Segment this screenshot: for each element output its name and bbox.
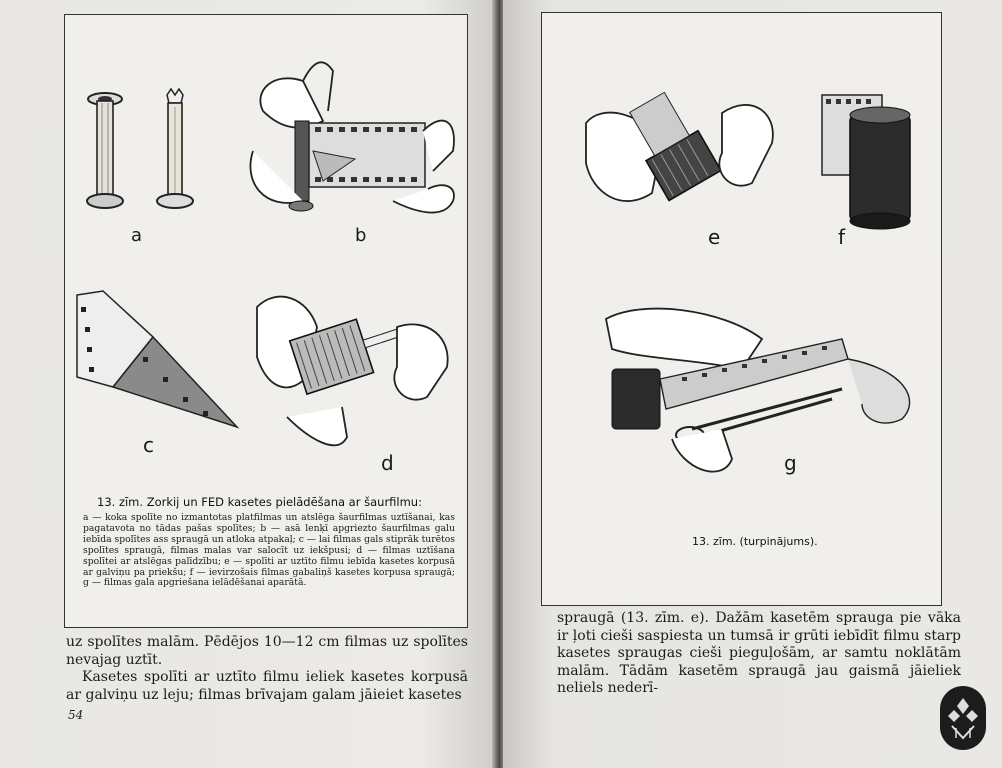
scissors-icon — [602, 299, 922, 489]
figure-label-d: d — [381, 451, 394, 475]
watermark-logo-icon — [940, 686, 986, 750]
text-paragraph: spraugā (13. zīm. e). Dažām kasetēm sprauga pie vāka ir ļoti cieši saspiesta un tumsā ir grūti iebīdīt filmu starp kasetes spraugas cieši pieguļošām, ar samtu noklātām malām. Tādām kasetēm spraugā jau gaismā jāieliek neliels nederī- — [557, 610, 961, 696]
figure-label-g: g — [784, 451, 797, 475]
page-number: 54 — [68, 708, 84, 722]
figure-label-c: c — [143, 433, 154, 457]
figure-label-a: a — [131, 225, 143, 246]
left-body-text — [66, 634, 468, 704]
film-strip-icon — [73, 287, 243, 437]
cassette-icon — [820, 91, 920, 231]
figure-caption-body: a — koka spolīte no izmantotas platfilmas un atslēga šaurfilmas uztīšanai, kas pagatavota no tādas pašas spolītes; b — asā lenķī apgriezto šaurfilmas galu iebīda spolītes ass spraugā un atloka atpakaļ; c — lai filmas gals stiprāk turētos spolītes spraugā, filmas malas var salocīt uz iekšpusi; d — filmas uztīšana spolītei ar atslēgas palīdzību; e — spolīti ar uztīto filmu iebīda kasetes korpusā ar galviņu pa priekšu; f — ievirzošais filmas gabaliņš kasetes korpusa spraugā; g — filmas gala apgriešana ielādēšanai aparātā. — [83, 512, 455, 589]
figure-label-e: e — [708, 225, 721, 249]
figure-label-f: f — [838, 225, 846, 249]
figure-frame-left — [64, 14, 468, 628]
left-page — [0, 0, 497, 768]
hand-icon — [582, 83, 782, 243]
film-strip-icon — [243, 51, 463, 241]
right-body-text — [557, 610, 961, 698]
right-page — [503, 0, 1002, 768]
figure-caption: 13. zīm. (turpinājums). — [692, 535, 818, 548]
text-paragraph: Kasetes spolīti ar uztīto filmu ieliek kasetes korpusā ar galviņu uz leju; filmas brīvajam galam jāieiet kasetes — [66, 669, 468, 703]
hand-icon — [247, 287, 457, 467]
figure-label-b: b — [355, 225, 367, 246]
text-paragraph: uz spolītes malām. Pēdējos 10—12 cm filmas uz spolītes nevajag uztīt. — [66, 634, 468, 668]
figure-frame-right — [541, 12, 942, 606]
figure-caption-title: 13. zīm. Zorkij un FED kasetes pielādēšana ar šaurfilmu: — [97, 495, 422, 509]
spool-icon — [75, 87, 195, 217]
